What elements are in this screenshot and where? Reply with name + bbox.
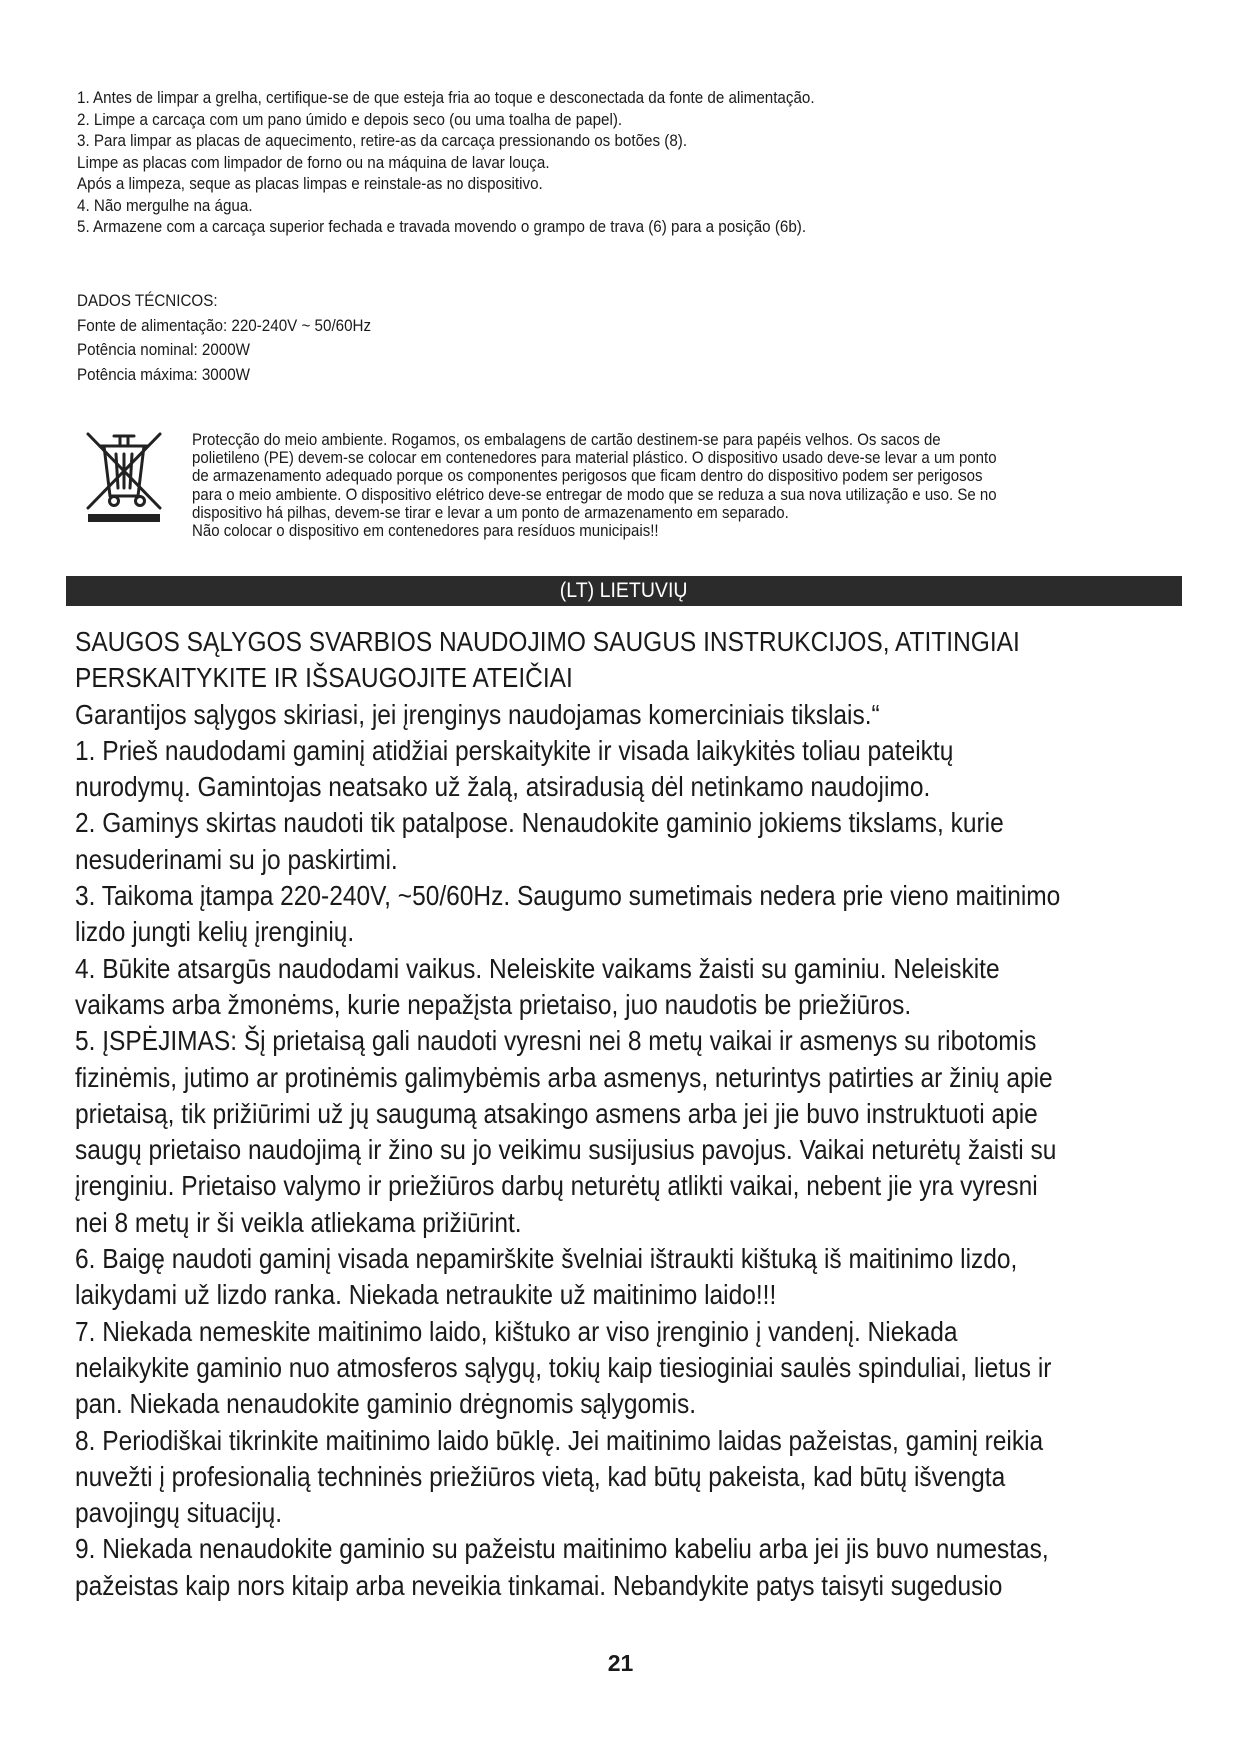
environment-line: de armazenamento adequado porque os componentes perigosos que ficam dentro do dispositivo podem ser perigosos	[192, 467, 983, 486]
environment-line: polietileno (PE) devem-se colocar em contenedores para material plástico. O dispositivo usado deve-se levar a um ponto	[192, 449, 997, 468]
technical-data	[77, 289, 629, 387]
lt-safety-instructions	[75, 624, 1143, 1604]
lt-line: 7. Niekada nemeskite maitinimo laido, kištuko ar viso įrenginio į vandenį. Niekada	[75, 1315, 958, 1347]
max-power-spec: Potência máxima: 3000W	[77, 365, 250, 384]
lt-line: nesuderinami su jo paskirtimi.	[75, 843, 398, 875]
page-number: 21	[607, 1650, 634, 1676]
lt-line: lizdo jungti kelių įrenginių.	[75, 916, 355, 948]
pt-cleaning-instructions	[77, 88, 1089, 239]
lt-line: 4. Būkite atsargūs naudodami vaikus. Neleiskite vaikams žaisti su gaminiu. Neleiskite	[75, 952, 1000, 984]
pt-instruction-line: Limpe as placas com limpador de forno ou na máquina de lavar louça.	[77, 153, 550, 172]
lt-line: nuvežti į profesionalią techninės priežiūros vietą, kad būtų pakeista, kad būtų išvengta	[75, 1460, 1006, 1492]
language-section-title: (LT) LIETUVIŲ	[560, 579, 688, 602]
environment-line: Não colocar o dispositivo em contenedores para resíduos municipais!!	[192, 522, 659, 541]
rated-power-spec: Potência nominal: 2000W	[77, 341, 250, 359]
lt-line: 9. Niekada nenaudokite gaminio su pažeistu maitinimo kabeliu arba jei jis buvo numestas,	[75, 1533, 1049, 1565]
environment-notice	[192, 431, 1193, 540]
pt-instruction-line: Após a limpeza, seque as placas limpas e reinstale-as no dispositivo.	[77, 175, 543, 193]
lt-line: nei 8 metų ir ši veikla atliekama prižiūrint.	[75, 1206, 522, 1238]
lt-line: SAUGOS SĄLYGOS SVARBIOS NAUDOJIMO SAUGUS INSTRUKCIJOS, ATITINGIAI	[75, 626, 1020, 657]
lt-line: saugų prietaiso naudojimą ir žino su jo veikimu susijusius pavojus. Vaikai neturėtų žaisti su	[75, 1134, 1057, 1166]
language-section-header	[66, 576, 1182, 606]
lt-line: 2. Gaminys skirtas naudoti tik patalpose. Nenaudokite gaminio jokiems tikslams, kurie	[75, 807, 1004, 839]
technical-data-heading: DADOS TÉCNICOS:	[77, 292, 218, 310]
lt-line: vaikams arba žmonėms, kurie nepažįsta prietaiso, juo naudotis be priežiūros.	[75, 988, 912, 1020]
environment-line: para o meio ambiente. O dispositivo elétrico deve-se entregar de modo que se reduza a sua nova utilização e uso. Se no	[192, 485, 997, 504]
lt-line: pavojingų situacijų.	[75, 1497, 283, 1529]
lt-line: įrenginiu. Prietaiso valymo ir priežiūros darbų neturėtų atlikti vaikai, nebent jie yra vyresni	[75, 1170, 1038, 1202]
pt-instruction-line: 5. Armazene com a carcaça superior fechada e travada movendo o grampo de trava (6) para a posição (6b).	[77, 218, 807, 236]
lt-line: Garantijos sąlygos skiriasi, jei įrenginys naudojamas komerciniais tikslais.“	[75, 698, 880, 730]
lt-line: 8. Periodiškai tikrinkite maitinimo laido būklę. Jei maitinimo laidas pažeistas, gaminį reikia	[75, 1424, 1044, 1456]
lt-line: nurodymų. Gamintojas neatsako už žalą, atsiradusią dėl netinkamo naudojimo.	[75, 771, 931, 803]
lt-line: 3. Taikoma įtampa 220-240V, ~50/60Hz. Saugumo sumetimais nedera prie vieno maitinimo	[75, 880, 1061, 912]
lt-line: nelaikykite gaminio nuo atmosferos sąlygų, tokių kaip tiesioginiai saulės spinduliai, lietus ir	[75, 1351, 1052, 1383]
lt-line: prietaisą, tik prižiūrimi už jų saugumą atsakingo asmens arba jei jie buvo instruktuoti apie	[75, 1097, 1038, 1129]
environment-line: dispositivo há pilhas, devem-se tirar e levar a um ponto de armazenamento em separado.	[192, 503, 789, 522]
lt-line: laikydami už lizdo ranka. Niekada netraukite už maitinimo laido!!!	[75, 1279, 777, 1311]
crossed-out-wheelie-bin-icon	[84, 430, 164, 525]
lt-line: fizinėmis, jutimo ar protinėmis galimybėmis arba asmenys, neturintys patirties ar žinių apie	[75, 1061, 1053, 1093]
pt-instruction-line: 2. Limpe a carcaça com um pano úmido e depois seco (ou uma toalha de papel).	[77, 110, 623, 129]
lt-line: pan. Niekada nenaudokite gaminio drėgnomis sąlygomis.	[75, 1388, 697, 1420]
pt-instruction-line: 3. Para limpar as placas de aquecimento, retire-as da carcaça pressionando os botões (8).	[77, 132, 688, 150]
pt-instruction-line: 1. Antes de limpar a grelha, certifique-se de que esteja fria ao toque e desconectada da fonte de alimentação.	[77, 89, 815, 107]
environment-line: Protecção do meio ambiente. Rogamos, os embalagens de cartão destinem-se para papéis velhos. Os sacos de	[192, 431, 941, 449]
lt-line: PERSKAITYKITE IR IŠSAUGOJITE ATEIČIAI	[75, 662, 573, 694]
lt-line: pažeistas kaip nors kitaip arba neveikia tinkamai. Nebandykite patys taisyti sugedusio	[75, 1569, 1003, 1601]
pt-instruction-line: 4. Não mergulhe na água.	[77, 196, 253, 215]
lt-line: 6. Baigę naudoti gaminį visada nepamirškite švelniai ištraukti kištuką iš maitinimo lizdo,	[75, 1243, 1018, 1275]
lt-line: 5. ĮSPĖJIMAS: Šį prietaisą gali naudoti vyresni nei 8 metų vaikai ir asmenys su ribotomis	[75, 1025, 1037, 1057]
power-supply-spec: Fonte de alimentação: 220-240V ~ 50/60Hz	[77, 316, 372, 335]
lt-line: 1. Prieš naudodami gaminį atidžiai perskaitykite ir visada laikykitės toliau pateiktų	[75, 734, 954, 766]
